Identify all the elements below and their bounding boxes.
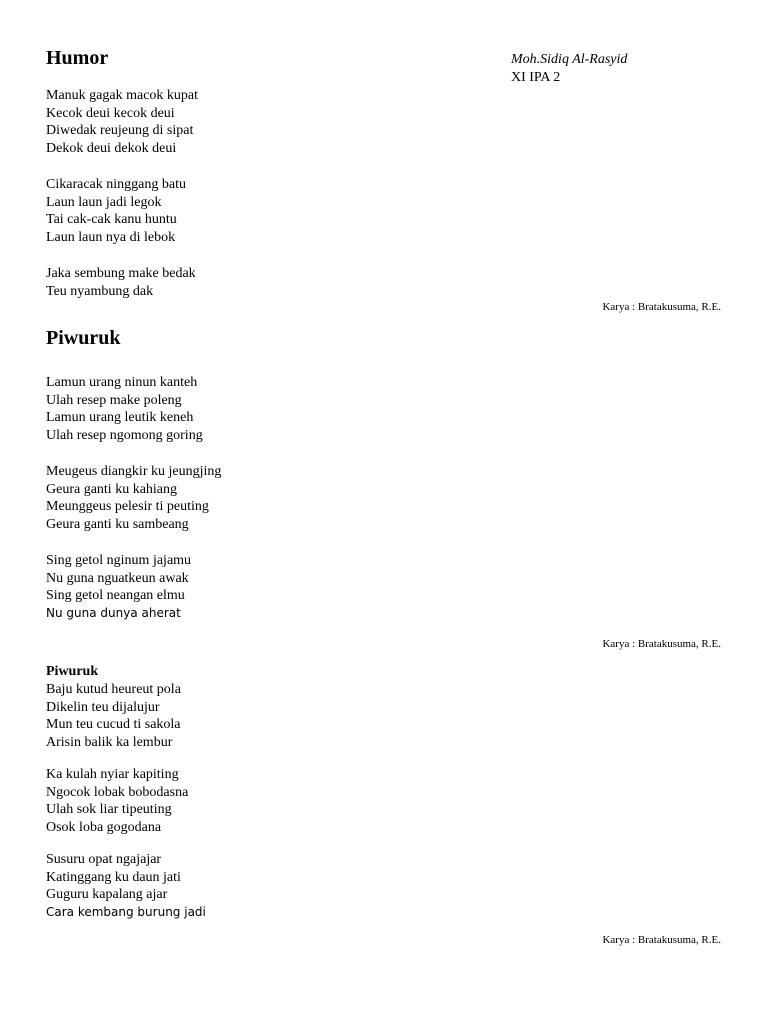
poem-line: Ngocok lobak bobodasna	[46, 784, 189, 800]
poem-line: Diwedak reujeung di sipat	[46, 123, 194, 139]
poem-line: Meunggeus pelesir ti peuting	[46, 499, 209, 515]
author-credit: Karya : Bratakusuma, R.E.	[602, 934, 721, 946]
poem-line: Susuru opat ngajajar	[46, 852, 162, 867]
stanza	[46, 851, 206, 921]
poem-line: Ka kulah nyiar kapiting	[46, 767, 179, 782]
stanza	[46, 265, 196, 300]
poem-line: Sing getol neangan elmu	[46, 588, 185, 604]
poem-line: Katinggang ku daun jati	[46, 869, 181, 885]
author-name: Moh.Sidiq Al-Rasyid	[511, 52, 628, 67]
poem-line: Ulah resep make poleng	[46, 392, 182, 408]
poem-line: Manuk gagak macok kupat	[46, 88, 199, 103]
poem-line: Meugeus diangkir ku jeungjing	[46, 464, 222, 479]
poem-line: Sing getol nginum jajamu	[46, 553, 192, 568]
section-title-piwuruk: Piwuruk	[46, 327, 121, 349]
stanza	[46, 463, 221, 533]
poem-line: Tai cak-cak kanu huntu	[46, 212, 177, 228]
poem-line: Laun laun jadi legok	[46, 194, 162, 210]
poem-line: Guguru kapalang ajar	[46, 887, 168, 903]
author-class: XI IPA 2	[511, 70, 561, 85]
poem-line: Ulah sok liar tipeuting	[46, 802, 172, 818]
poem-line: Dikelin teu dijalujur	[46, 699, 160, 715]
poem-line: Nu guna dunya aherat	[46, 605, 181, 620]
poem-line: Teu nyambung dak	[46, 283, 154, 299]
poem-line: Lamun urang leutik keneh	[46, 410, 194, 426]
author-credit: Karya : Bratakusuma, R.E.	[602, 638, 721, 650]
poem-line: Baju kutud heureut pola	[46, 682, 181, 697]
poem-line: Kecok deui kecok deui	[46, 105, 175, 121]
section-title-piwuruk-2: Piwuruk	[46, 664, 99, 679]
poem-line: Jaka sembung make bedak	[46, 266, 196, 281]
poem-line: Ulah resep ngomong goring	[46, 427, 203, 443]
stanza	[46, 681, 181, 751]
stanza	[46, 87, 198, 157]
poem-line: Lamun urang ninun kanteh	[46, 375, 198, 390]
poem-line: Mun teu cucud ti sakola	[46, 717, 181, 733]
stanza	[46, 766, 188, 836]
poem-line: Geura ganti ku kahiang	[46, 481, 178, 497]
poem-line: Dekok deui dekok deui	[46, 140, 177, 156]
poem-line: Nu guna nguatkeun awak	[46, 570, 189, 586]
stanza	[46, 552, 191, 622]
poem-line: Cikaracak ninggang batu	[46, 177, 186, 192]
poem-line: Arisin balik ka lembur	[46, 734, 173, 750]
stanza	[46, 374, 203, 444]
stanza	[46, 176, 186, 246]
poem-line: Cara kembang burung jadi	[46, 904, 206, 919]
author-credit: Karya : Bratakusuma, R.E.	[602, 301, 721, 313]
poem-line: Osok loba gogodana	[46, 819, 162, 835]
poem-line: Laun laun nya di lebok	[46, 229, 176, 245]
poem-line: Geura ganti ku sambeang	[46, 516, 189, 532]
section-title-humor: Humor	[46, 47, 109, 69]
